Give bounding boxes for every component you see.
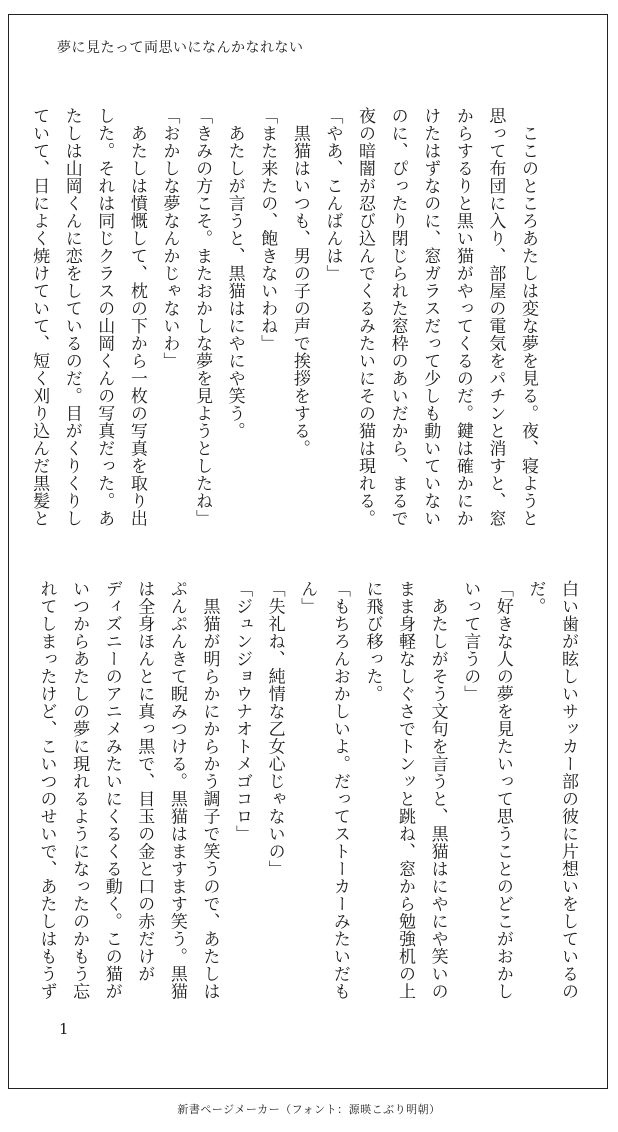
text-line: 夜の暗闇が忍び込んでくるみたいにその猫は現れる。 (355, 107, 376, 527)
text-line: した。それは同じクラスの山岡くんの写真だった。あ (94, 107, 115, 527)
text-line: いって言うの」 (460, 580, 481, 703)
text-line: あたしは憤慨して、枕の下から一枚の写真を取り出 (126, 107, 147, 527)
text-line: 「好きな人の夢を見たいって思うことのどこがおかし (492, 580, 513, 1000)
page-frame (8, 14, 608, 1089)
lower-text-block (36, 580, 584, 1000)
text-line: あたしが言うと、黒猫はにやにや笑う。 (224, 107, 245, 440)
text-line: だ。 (525, 580, 546, 615)
running-header-title: 夢に見たって両思いになんかなれない (57, 40, 304, 56)
text-line: ここのところあたしは変な夢を見る。夜、寝ようと (518, 107, 538, 527)
text-line: 「やあ、こんばんは」 (322, 107, 343, 282)
text-line: れてしまったけど、こいつのせいで、あたしはもうず (36, 580, 57, 1000)
text-line: 「また来たの、飽きないわね」 (257, 107, 278, 352)
footer-caption: 新書ページメーカー（フォント：源暎こぶり明朝） (177, 1103, 441, 1116)
text-line: 白い歯が眩しいサッカー部の彼に片想いをしているの (558, 580, 578, 1000)
text-line: ん」 (297, 580, 318, 615)
text-line: ていて、日によく焼けていて、短く刈り込んだ黒髪と (29, 107, 50, 527)
text-line: ディズニーのアニメみたいにくるくる動く。この猫が (101, 580, 122, 1000)
upper-text-block (29, 107, 544, 527)
text-line: 「おかしな夢なんかじゃないわ」 (159, 107, 180, 370)
text-line: は全身ほんとに真っ黒で、目玉の金と口の赤だけが (134, 580, 155, 983)
text-line: 「きみの方こそ。またおかしな夢を見ようとしたね」 (192, 107, 213, 527)
text-line: まま身軽なしぐさでトンッと跳ね、窓から勉強机の上 (395, 580, 416, 1000)
text-line: ぷんぷんきて睨みつける。黒猫はますます笑う。黒猫 (166, 580, 187, 1000)
page-number: 1 (59, 1020, 69, 1038)
text-line: 黒猫が明らかにからかう調子で笑うので、あたしは (199, 580, 220, 1000)
text-line: 「ジュンジョウナオトメゴコロ」 (232, 580, 253, 843)
text-line: 「もちろんおかしいよ。だってストーカーみたいだも (329, 580, 350, 1000)
text-line: たしは山岡くんに恋をしているのだ。目がくりくりし (61, 107, 82, 527)
text-line: 黒猫はいつも、男の子の声で挨拶をする。 (289, 107, 310, 457)
text-line: けたはずなのに、窓ガラスだって少しも動いていない (420, 107, 441, 527)
text-line: に飛び移った。 (362, 580, 383, 703)
text-line: あたしがそう文句を言うと、黒猫はにやにや笑いの (427, 580, 448, 1000)
text-line: 思って布団に入り、部屋の電気をパチンと消すと、窓 (485, 107, 506, 527)
text-line: いつからあたしの夢に現れるようになったのかもう忘 (69, 580, 90, 1000)
text-line: のに、ぴったり閉じられた窓枠のあいだから、まるで (387, 107, 408, 527)
text-line: 「失礼ね、純情な乙女心じゃないの」 (264, 580, 285, 878)
text-line: からするりと黒い猫がやってくるのだ。鍵は確かにか (452, 107, 473, 527)
